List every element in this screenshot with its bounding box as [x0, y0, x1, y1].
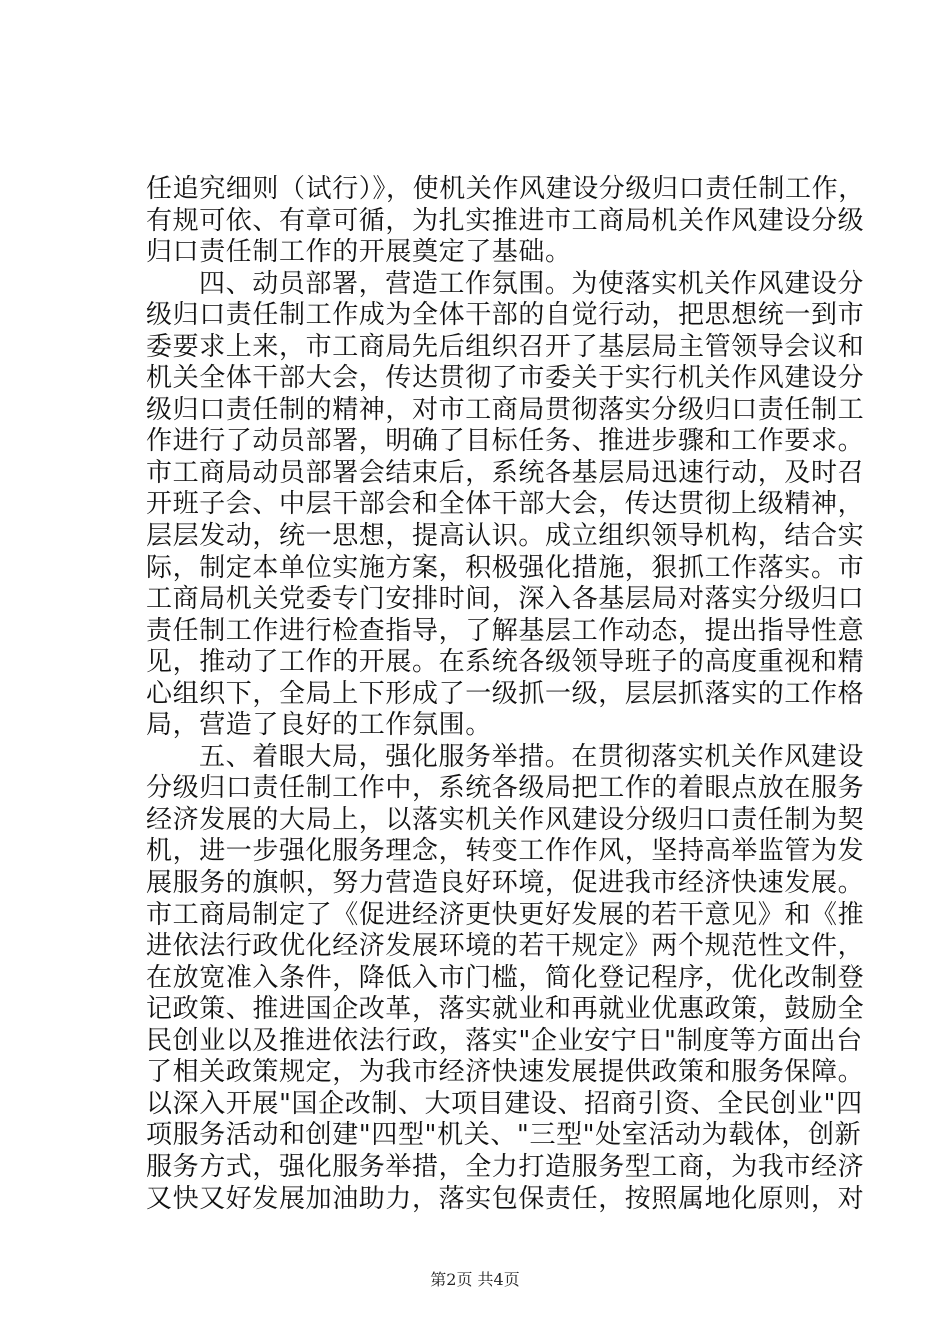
- text-line: 市工商局动员部署会结束后，系统各基层局迅速行动，及时召: [146, 457, 865, 488]
- text-line: 委要求上来，市工商局先后组织召开了基层局主管领导会议和: [146, 331, 865, 362]
- text-line: 心组织下，全局上下形成了一级抓一级，层层抓落实的工作格: [146, 678, 865, 709]
- page-footer: 第2页 共4页: [430, 1270, 520, 1289]
- text-line: 有规可依、有章可循，为扎实推进市工商局机关作风建设分级: [146, 205, 865, 236]
- text-line: 四、动员部署，营造工作氛围。为使落实机关作风建设分: [199, 268, 865, 299]
- text-line: 机关全体干部大会，传达贯彻了市委关于实行机关作风建设分: [146, 363, 865, 394]
- text-line: 工商局机关党委专门安排时间，深入各基层局对落实分级归口: [146, 584, 865, 615]
- text-line: 机，进一步强化服务理念，转变工作作风，坚持高举监管为发: [146, 836, 865, 867]
- text-line: 级归口责任制工作成为全体干部的自觉行动，把思想统一到市: [146, 300, 865, 331]
- text-line: 见，推动了工作的开展。在系统各级领导班子的高度重视和精: [146, 647, 865, 678]
- text-line: 际，制定本单位实施方案，积极强化措施，狠抓工作落实。市: [146, 552, 865, 583]
- text-line: 分级归口责任制工作中，系统各级局把工作的着眼点放在服务: [146, 773, 865, 804]
- text-line: 级归口责任制的精神，对市工商局贯彻落实分级归口责任制工: [146, 394, 865, 425]
- text-line: 任追究细则（试行）》，使机关作风建设分级归口责任制工作，: [146, 174, 865, 204]
- text-line: 市工商局制定了《促进经济更快更好发展的若干意见》和《推: [146, 899, 865, 930]
- text-line: 展服务的旗帜，努力营造良好环境，促进我市经济快速发展。: [146, 868, 865, 899]
- text-line: 了相关政策规定，为我市经济快速发展提供政策和服务保障。: [146, 1057, 865, 1088]
- text-line: 归口责任制工作的开展奠定了基础。: [146, 237, 572, 268]
- text-line: 责任制工作进行检查指导，了解基层工作动态，提出指导性意: [146, 615, 865, 646]
- text-line: 层层发动，统一思想，提高认识。成立组织领导机构，结合实: [146, 521, 865, 552]
- text-line: 民创业以及推进依法行政，落实"企业安宁日"制度等方面出台: [146, 1025, 863, 1056]
- text-line: 在放宽准入条件，降低入市门槛，简化登记程序，优化改制登: [146, 962, 865, 993]
- text-line: 经济发展的大局上，以落实机关作风建设分级归口责任制为契: [146, 804, 865, 835]
- text-line: 项服务活动和创建"四型"机关、"三型"处室活动为载体，创新: [146, 1120, 862, 1151]
- text-line: 作进行了动员部署，明确了目标任务、推进步骤和工作要求。: [146, 426, 865, 457]
- text-line: 开班子会、中层干部会和全体干部大会，传达贯彻上级精神，: [146, 489, 865, 520]
- text-line: 进依法行政优化经济发展环境的若干规定》两个规范性文件，: [146, 931, 865, 962]
- text-line: 五、着眼大局，强化服务举措。在贯彻落实机关作风建设: [199, 741, 865, 772]
- text-line: 记政策、推进国企改革，落实就业和再就业优惠政策，鼓励全: [146, 994, 865, 1025]
- document-body: [146, 174, 865, 1215]
- text-line: 以深入开展"国企改制、大项目建设、招商引资、全民创业"四: [146, 1088, 863, 1119]
- text-line: 服务方式，强化服务举措，全力打造服务型工商，为我市经济: [146, 1151, 865, 1182]
- text-line: 局，营造了良好的工作氛围。: [146, 710, 492, 741]
- text-line: 又快又好发展加油助力，落实包保责任，按照属地化原则，对: [146, 1183, 865, 1214]
